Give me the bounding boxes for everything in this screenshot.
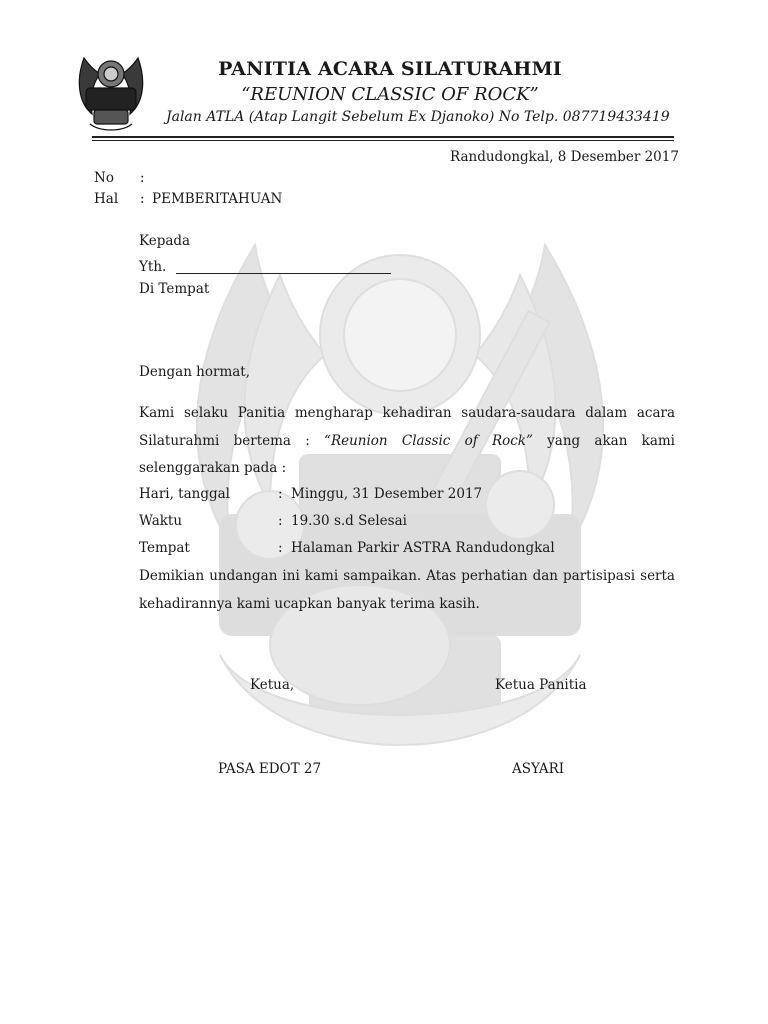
signature-left-title: Ketua, — [250, 677, 295, 693]
number-colon: : — [140, 170, 145, 186]
letter-date: Randudongkal, 8 Desember 2017 — [450, 149, 679, 165]
body-text-end: yang akan kami selenggarakan pada : — [139, 432, 675, 476]
recipient-to-label: Kepada — [139, 233, 191, 249]
body-paragraph — [139, 400, 675, 483]
detail-colon-date: : — [278, 486, 283, 502]
detail-value-time: 19.30 s.d Selesai — [291, 513, 407, 529]
subject-label: Hal — [94, 191, 119, 207]
detail-colon-time: : — [278, 513, 283, 529]
detail-value-date: Minggu, 31 Desember 2017 — [291, 486, 483, 502]
subject-value: PEMBERITAHUAN — [152, 191, 283, 207]
recipient-yth-label: Yth. — [139, 259, 167, 275]
subject-colon: : — [140, 191, 145, 207]
detail-colon-venue: : — [278, 540, 283, 556]
classic-rock-season-watermark-icon — [160, 215, 640, 795]
closing-paragraph: Demikian undangan ini kami sampaikan. Atas perhatian dan partisipasi serta kehadirannya kami ucapkan banyak terima kasih. — [139, 568, 675, 612]
signature-left-name: PASA EDOT 27 — [218, 761, 322, 777]
greeting: Dengan hormat, — [139, 364, 251, 380]
number-label: No — [94, 170, 114, 186]
classic-rock-winged-logo-icon — [76, 50, 146, 132]
detail-label-date: Hari, tanggal — [139, 486, 230, 502]
recipient-name-line — [176, 273, 391, 274]
body-event-name: “Reunion Classic of Rock” — [324, 432, 533, 449]
signature-right-name: ASYARI — [512, 761, 565, 777]
header-divider-thin — [92, 140, 674, 141]
header-divider — [92, 136, 674, 138]
detail-label-venue: Tempat — [139, 540, 190, 556]
detail-value-venue: Halaman Parkir ASTRA Randudongkal — [291, 540, 555, 556]
organization-address: Jalan ATLA (Atap Langit Sebelum Ex Djanoko) No Telp. 087719433419 — [166, 109, 670, 125]
event-name: “REUNION CLASSIC OF ROCK” — [241, 84, 539, 105]
signature-right-title: Ketua Panitia — [495, 677, 587, 693]
recipient-place: Di Tempat — [139, 281, 210, 297]
organization-name: PANITIA ACARA SILATURAHMI — [218, 58, 562, 80]
body-text-start: Kami selaku Panitia mengharap kehadiran saudara-saudara dalam acara Silaturahmi bertema : — [139, 405, 675, 449]
detail-label-time: Waktu — [139, 513, 183, 529]
